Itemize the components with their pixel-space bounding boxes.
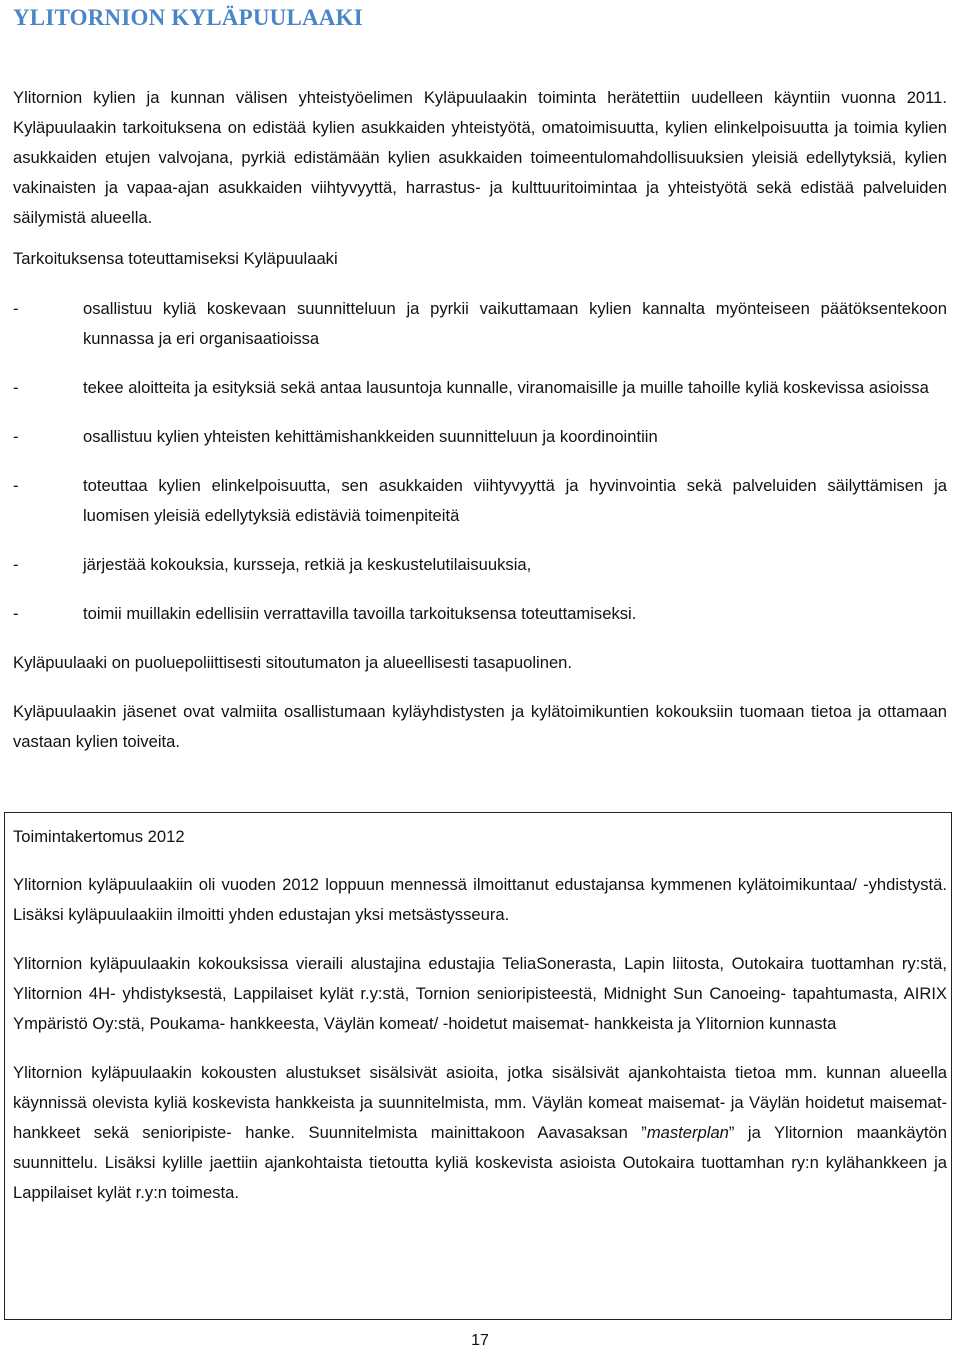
report-paragraph-speakers: Ylitornion kyläpuulaakin kokouksissa vieraili alustajina edustajia TeliaSonerasta, Lapin liitosta, Outokaira tuottamhan ry:stä, Ylitornion 4H- yhdistyksestä, Lappilaiset kylät r.y:stä, Tornion senioripisteestä, Midnight Sun Canoeing- tapahtumasta, AIRIX Ympäristö Oy:stä, Poukama- hankkeesta, Väylän komeat/ -hoidetut maisemat- hankkeista ja Ylitornion kunnasta [13,954,947,1033]
list-item [13,422,947,452]
members-paragraph: Kyläpuulaakin jäsenet ovat valmiita osallistumaan kyläyhdistysten ja kylätoimikuntien kokouksiin tuomaan tietoa ja ottamaan vastaan kylien toiveita. [13,702,947,751]
list-item [13,471,947,531]
dash-marker: - [13,378,19,397]
report-topics-text-start: Ylitornion kyläpuulaakin kokousten alustukset sisälsivät asioita, jotka sisälsivät ajankohtaista tietoa mm. kunnan alueella käynnissä olevista kyliä koskevista hankkeista ja suunnitelmista, mm. Väylän komeat maisemat- ja Väylän hoidetut maisemat- hankkeet sekä senioripiste- hanke. Suunnitelmista mainittakoon Aavasaksan ” [13,1063,947,1142]
dash-marker: - [13,476,19,495]
list-item-text: järjestää kokouksia, kursseja, retkiä ja keskustelutilaisuuksia, [83,555,532,574]
list-item-text: tekee aloitteita ja esityksiä sekä antaa lausuntoja kunnalle, viranomaisille ja muille tahoille kyliä koskevissa asioissa [83,378,929,397]
neutrality-paragraph: Kyläpuulaaki on puoluepoliittisesti sitoutumaton ja alueellisesti tasapuolinen. [13,653,573,672]
list-item-text: toteuttaa kylien elinkelpoisuutta, sen asukkaiden viihtyvyyttä ja hyvinvointia sekä palveluiden säilyttämisen ja luomisen yleisiä edellytyksiä edistäviä toimenpiteitä [83,476,947,525]
report-section [13,822,947,1227]
document-title: YLITORNION KYLÄPUULAAKI [13,5,363,30]
dash-marker: - [13,299,19,318]
purpose-list [13,294,947,629]
dash-marker: - [13,427,19,446]
report-topics-text-end: ” ja Ylitornion maankäytön suunnittelu. Lisäksi kylille jaettiin ajankohtaista tietoutta kyliä koskevista asioista Outokaira tuottamhan ry:n kylähankkeen ja Lappilaiset kylät r.y:n toimesta. [13,1123,947,1202]
list-item [13,599,947,629]
purpose-lead: Tarkoituksensa toteuttamiseksi Kyläpuulaaki [13,249,338,268]
list-item [13,550,947,580]
report-topics-italic: masterplan [646,1123,729,1142]
intro-paragraph: Ylitornion kylien ja kunnan välisen yhteistyöelimen Kyläpuulaakin toiminta herätettiin uudelleen käyntiin vuonna 2011. Kyläpuulaakin tarkoituksena on edistää kylien asukkaiden yhteistyötä, omatoimisuutta, kylien elinkelpoisuutta ja toimia kylien asukkaiden etujen valvojana, pyrkiä edistämään kylien asukkaiden toimeentulomahdollisuuksien yleisiä edellytyksiä, kylien vakinaisten ja vapaa-ajan asukkaiden viihtyvyyttä, harrastus- ja kulttuuritoimintaa ja yhteistyötä sekä edistää palveluiden säilymistä alueella. [13,88,947,227]
list-item [13,373,947,403]
list-item-text: osallistuu kylien yhteisten kehittämishankkeiden suunnitteluun ja koordinointiin [83,427,658,446]
document-body [13,83,947,776]
list-item [13,294,947,354]
page-number: 17 [471,1332,489,1349]
report-heading: Toimintakertomus 2012 [13,827,185,846]
list-item-text: osallistuu kyliä koskevaan suunnitteluun ja pyrkii vaikuttamaan kylien kannalta myönteiseen päätöksentekoon kunnassa ja eri organisaatioissa [83,299,947,348]
dash-marker: - [13,555,19,574]
report-paragraph-members: Ylitornion kyläpuulaakiin oli vuoden 2012 loppuun mennessä ilmoittanut edustajansa kymmenen kylätoimikuntaa/ -yhdistystä. Lisäksi kyläpuulaakiin ilmoitti yhden edustajan yksi metsästysseura. [13,875,947,924]
list-item-text: toimii muillakin edellisiin verrattavilla tavoilla tarkoituksensa toteuttamiseksi. [83,604,637,623]
report-paragraph-topics [13,1058,947,1208]
dash-marker: - [13,604,19,623]
